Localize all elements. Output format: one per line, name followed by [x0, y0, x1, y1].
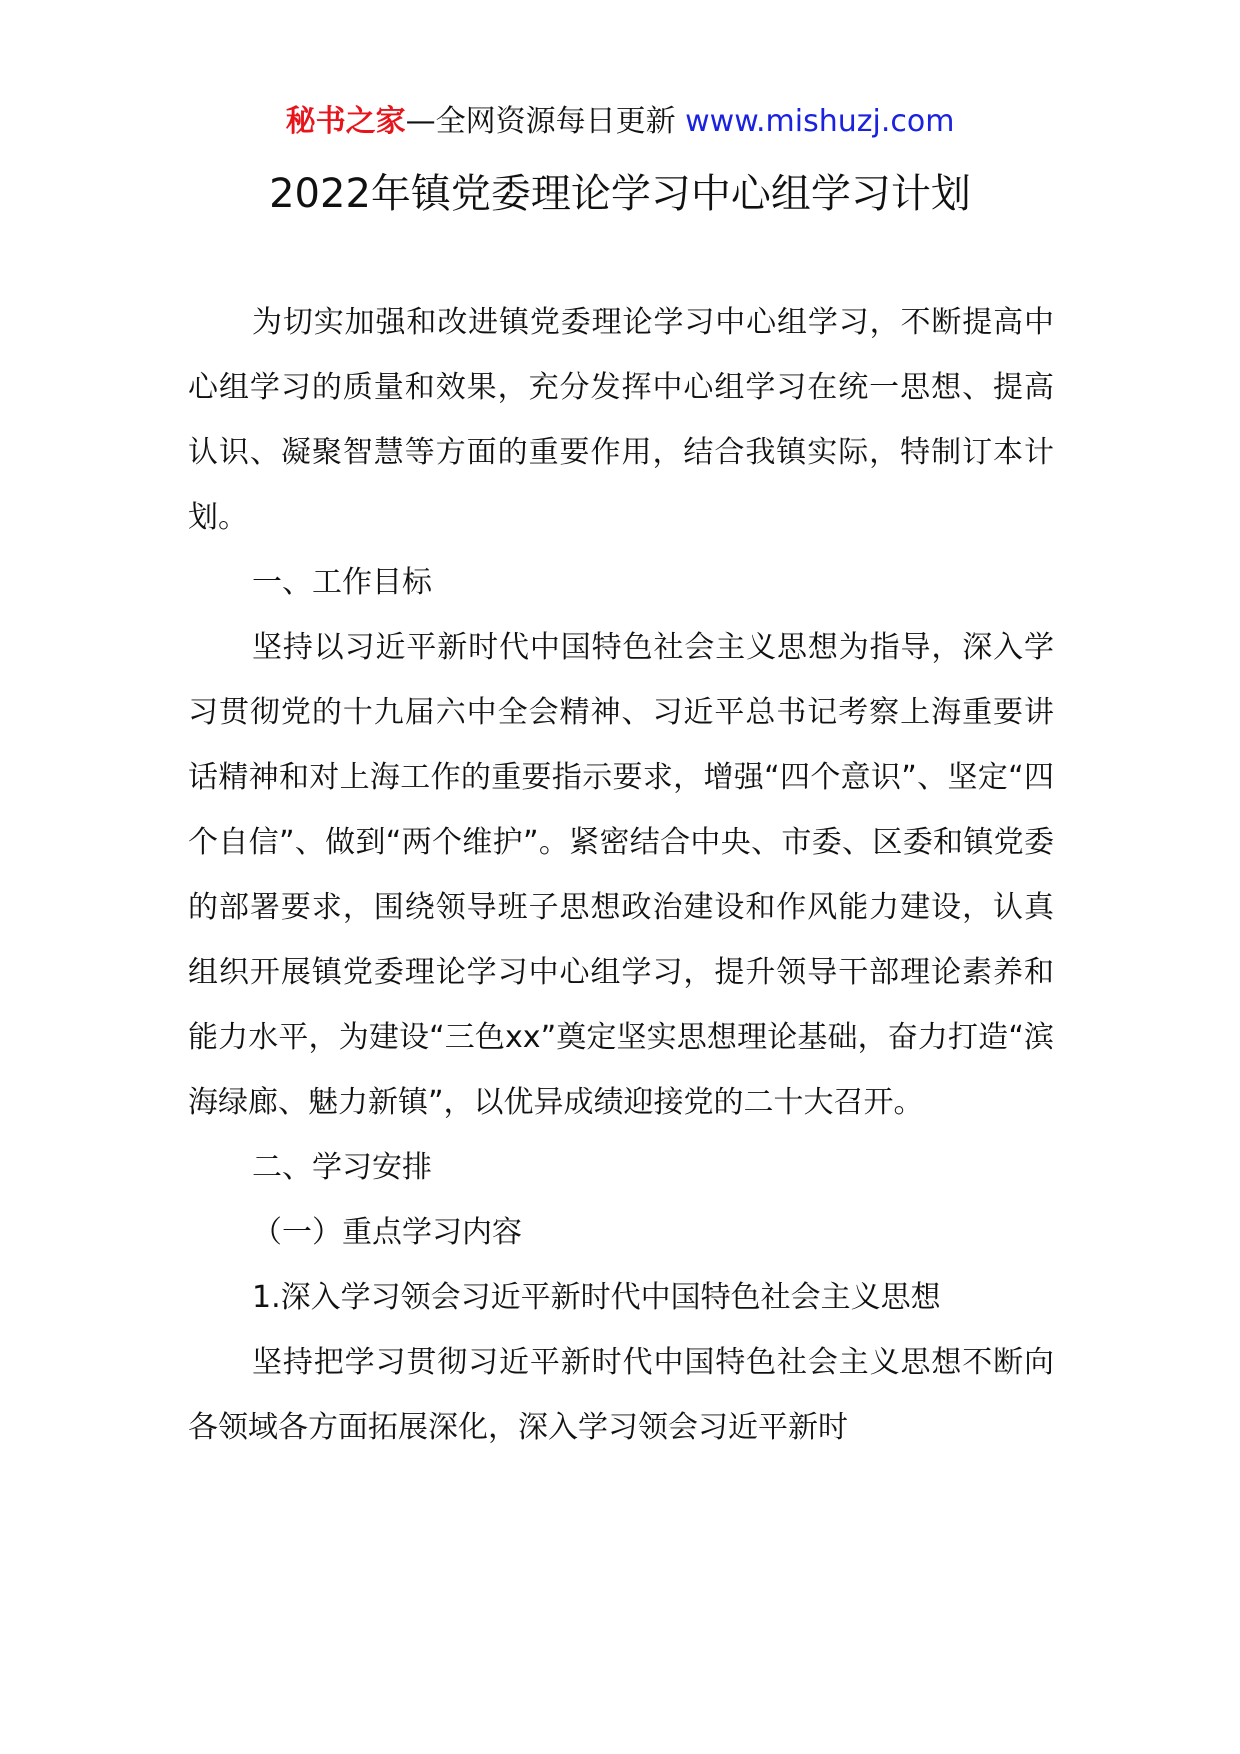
- goals-paragraph: 坚持以习近平新时代中国特色社会主义思想为指导，深入学习贯彻党的十九届六中全会精神、习近平总书记考察上海重要讲话精神和对上海工作的重要指示要求，增强“四个意识”、坚定“四个自信”、做到“两个维护”。紧密结合中央、市委、区委和镇党委的部署要求，围绕领导班子思想政治建设和作风能力建设，认真组织开展镇党委理论学习中心组学习，提升领导干部理论素养和能力水平，为建设“三色xx”奠定坚实思想理论基础，奋力打造“滨海绿廊、魅力新镇”，以优异成绩迎接党的二十大召开。: [188, 630, 1054, 1120]
- item-heading-1: 1.深入学习领会习近平新时代中国特色社会主义思想: [252, 1280, 941, 1315]
- site-url-link[interactable]: www.mishuzj.com: [685, 104, 955, 139]
- section-heading-arrangement: 二、学习安排: [252, 1150, 432, 1185]
- document-body: [188, 290, 1054, 1460]
- item-1-paragraph: 坚持把学习贯彻习近平新时代中国特色社会主义思想不断向各领域各方面拓展深化，深入学习领会习近平新时: [188, 1345, 1054, 1445]
- document-title: 2022年镇党委理论学习中心组学习计划: [269, 171, 971, 217]
- subsection-heading-content: （一）重点学习内容: [252, 1215, 522, 1250]
- section-heading-goals: 一、工作目标: [252, 565, 432, 600]
- site-header: [0, 100, 1240, 144]
- brand-name: 秘书之家: [285, 104, 406, 139]
- intro-paragraph: 为切实加强和改进镇党委理论学习中心组学习，不断提高中心组学习的质量和效果，充分发挥中心组学习在统一思想、提高认识、凝聚智慧等方面的重要作用，结合我镇实际，特制订本计划。: [188, 305, 1054, 535]
- header-tagline: —全网资源每日更新: [405, 104, 686, 139]
